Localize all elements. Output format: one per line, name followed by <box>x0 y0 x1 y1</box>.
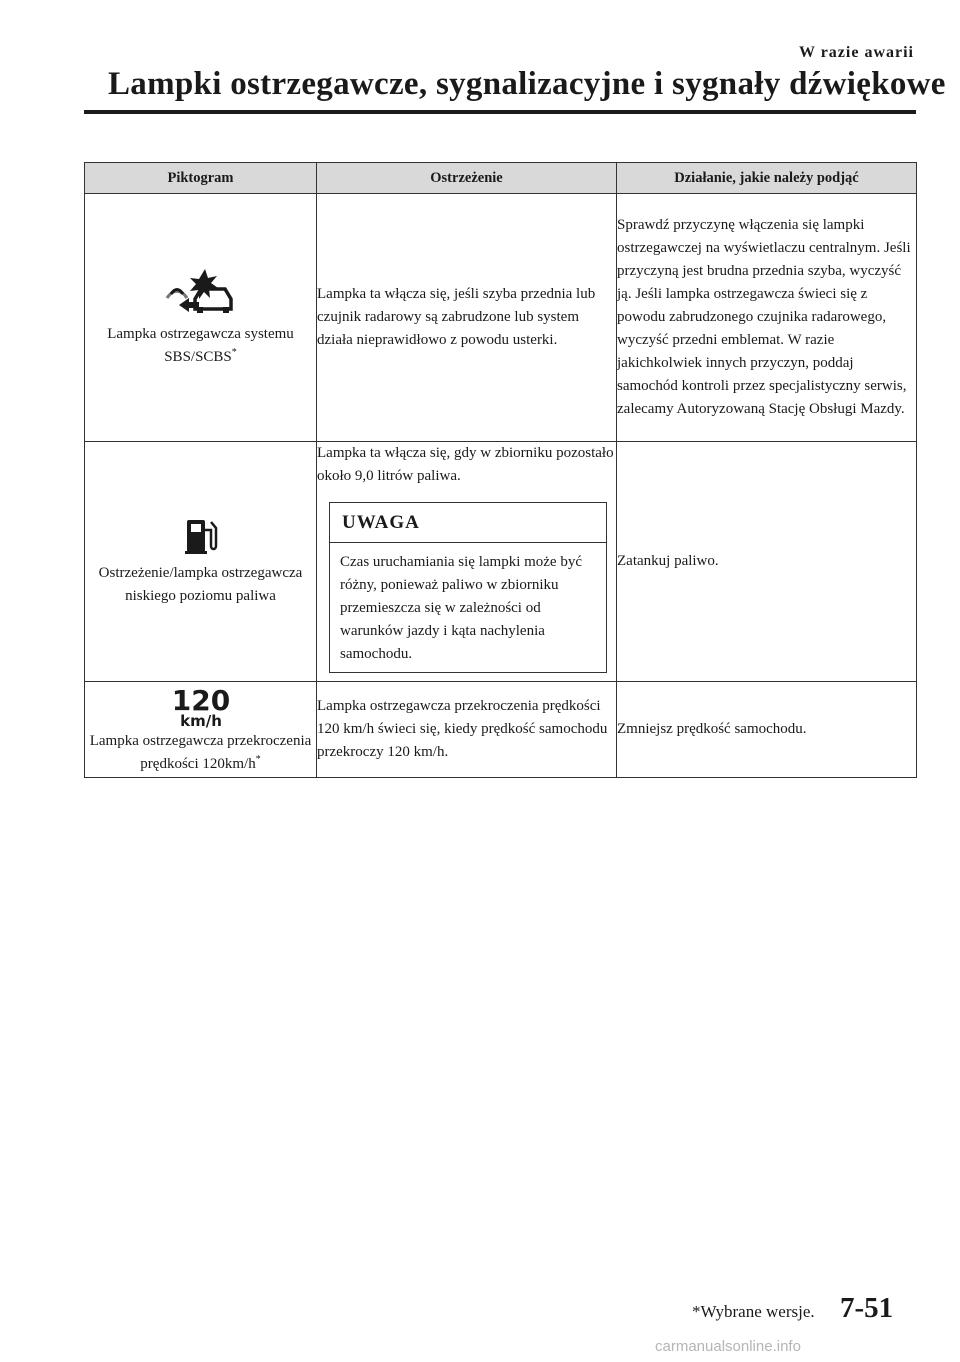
footer-note: *Wybrane wersje. <box>692 1302 815 1321</box>
pictogram-cell <box>85 682 317 778</box>
column-header-pictogram: Piktogram <box>85 163 317 194</box>
column-header-action: Działanie, jakie należy podjąć <box>617 163 917 194</box>
warning-cell: Lampka ostrzegawcza przekroczenia prędkości 120 km/h świeci się, kiedy prędkość samochodu przekroczy 120 km/h. <box>317 682 617 778</box>
table-row <box>85 194 917 442</box>
section-label: W razie awarii <box>798 44 914 61</box>
action-cell: Zmniejsz prędkość samochodu. <box>617 682 917 778</box>
pictogram-label: Lampka ostrzegawcza przekroczenia prędkości 120km/h* <box>89 732 312 772</box>
column-header-warning: Ostrzeżenie <box>317 163 617 194</box>
table-row <box>85 442 917 682</box>
pictogram-cell <box>85 194 317 442</box>
speed-120-kmh-icon <box>171 684 231 728</box>
sbs-scbs-collision-warning-icon <box>165 267 237 317</box>
note-text: Czas uruchamiania się lampki może być różny, ponieważ paliwo w zbiorniku przemieszcza się w zależności od warunków jazdy i kąta nachylenia samochodu. <box>340 554 582 662</box>
watermark: carmanualsonline.info <box>655 1338 801 1355</box>
note-title: UWAGA <box>330 503 606 543</box>
warning-lamps-table <box>84 162 917 778</box>
warning-text: Lampka ta włącza się, gdy w zbiorniku pozostało około 9,0 litrów paliwa. <box>317 445 614 484</box>
note-box <box>329 502 607 673</box>
page-title: Lampki ostrzegawcze, sygnalizacyjne i sygnały dźwiękowe <box>108 66 946 102</box>
action-cell: Zatankuj paliwo. <box>617 442 917 682</box>
speed-icon-number: 120 <box>171 683 230 717</box>
pictogram-label: Lampka ostrzegawcza systemu SBS/SCBS* <box>107 325 294 365</box>
action-cell: Sprawdź przyczynę włączenia się lampki ostrzegawczej na wyświetlaczu centralnym. Jeśli przyczyną jest brudna przednia szyba, wyczyść ją. Jeśli lampka ostrzegawcza świeci się z powodu zabrudzonego czujnika radarowego, wyczyść przedni emblemat. W razie jakichkolwiek innych przyczyn, poddaj samochód kontroli przez specjalistyczny serwis, zalecamy Autoryzowaną Stację Obsługi Mazdy. <box>617 194 917 442</box>
warning-cell <box>317 442 617 682</box>
fuel-pump-icon <box>183 516 219 556</box>
warning-cell: Lampka ta włącza się, jeśli szyba przednia lub czujnik radarowy są zabrudzone lub system działa nieprawidłowo z powodu usterki. <box>317 194 617 442</box>
speed-icon-unit: km/h <box>179 711 222 728</box>
pictogram-label: Ostrzeżenie/lampka ostrzegawcza niskiego poziomu paliwa <box>98 564 303 604</box>
pictogram-cell <box>85 442 317 682</box>
table-header-row <box>85 163 917 194</box>
table-row <box>85 682 917 778</box>
page-number: 7-51 <box>840 1292 894 1324</box>
title-rule <box>84 110 916 114</box>
